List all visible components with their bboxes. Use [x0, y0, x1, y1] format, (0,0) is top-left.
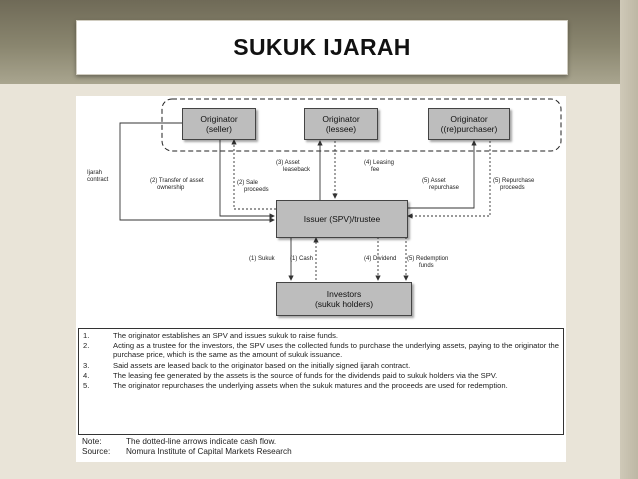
footer-note-label: Note: [82, 437, 102, 446]
investors-box [276, 282, 412, 316]
label-repurchase-proceeds: (5) Repurchase proceeds [493, 178, 535, 191]
note-item: 2. Acting as a trustee for the investors, the SPV uses the collected funds to purchase the underlying assets, paying to the originator the purchase price, which is the same as the amount of sukuk issuance. [83, 341, 559, 360]
originator-lessee-name: Originator [322, 114, 360, 124]
arrow-sale-proceeds [234, 140, 276, 209]
slide-title-bar [76, 20, 568, 75]
label-sukuk: (1) Sukuk [249, 256, 275, 262]
investors-sub: (sukuk holders) [314, 299, 374, 309]
sukuk-diagram-figure [76, 96, 566, 462]
issuer-spv-box [276, 200, 408, 238]
figure-footer [82, 437, 292, 457]
notes-panel [78, 328, 564, 435]
originator-seller-role: (seller) [206, 124, 232, 134]
originator-repurchaser-box [428, 108, 510, 140]
label-redemption-funds: (5) Redemption funds [407, 256, 449, 269]
arrow-transfer-ownership [220, 138, 274, 216]
note-item: 3. Said assets are leased back to the originator based on the initially signed ijarah contract. [83, 360, 411, 370]
slide-title: SUKUK IJARAH [233, 34, 411, 60]
label-transfer-ownership: (2) Transfer of asset ownership [150, 178, 204, 191]
originator-seller-box [182, 108, 256, 140]
label-dividend: (4) Dividend [364, 256, 397, 262]
label-asset-repurchase: (5) Asset repurchase [422, 178, 460, 191]
originator-repurchaser-name: Originator [450, 114, 488, 124]
note-item: 1. The originator establishes an SPV and issues sukuk to raise funds. [83, 331, 338, 340]
footer-source-label: Source: [82, 447, 111, 456]
originator-repurchaser-role: ((re)purchaser) [440, 124, 498, 134]
label-ijarah-contract: Ijarah contract [87, 170, 109, 183]
issuer-label: Issuer (SPV)/trustee [303, 214, 381, 224]
label-asset-leaseback: (3) Asset leaseback [276, 160, 311, 173]
footer-note-text: The dotted-line arrows indicate cash flow. [126, 437, 277, 446]
footer-source-text: Nomura Institute of Capital Markets Research [126, 447, 292, 456]
note-item: 4. The leasing fee generated by the assets is the source of funds for the dividends paid to sukuk holders via the SPV. [83, 370, 498, 380]
investors-label: Investors [326, 289, 362, 299]
label-cash: (1) Cash [290, 256, 314, 262]
label-leasing-fee: (4) Leasing fee [364, 160, 395, 173]
slide-background-edge [620, 0, 638, 479]
originator-lessee-role: (lessee) [325, 124, 357, 134]
label-sale-proceeds: (2) Sale proceeds [237, 180, 269, 193]
note-item: 5. The originator repurchases the underlying assets when the sukuk matures and the proceeds are used for redemption. [83, 381, 508, 391]
originator-lessee-box [304, 108, 378, 140]
originator-seller-name: Originator [200, 114, 238, 124]
